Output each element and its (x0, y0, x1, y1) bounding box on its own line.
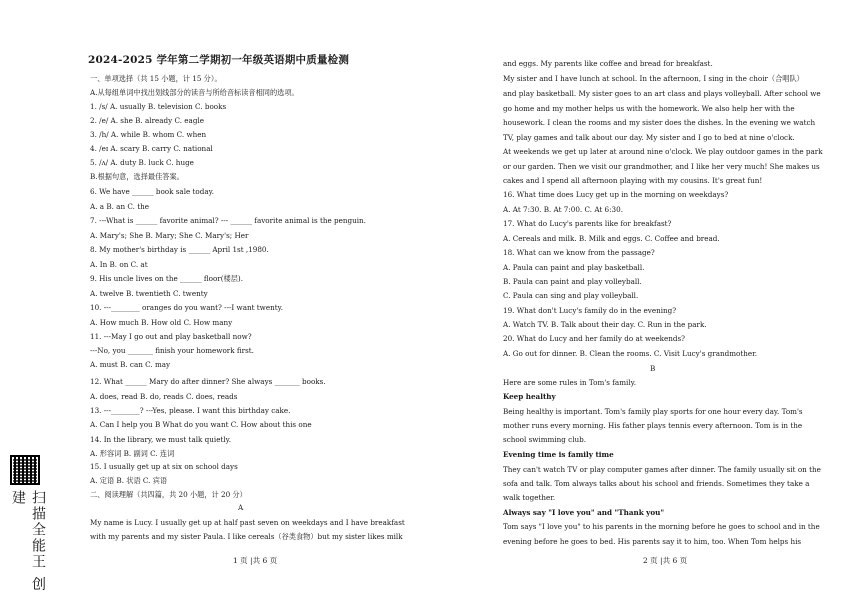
page1-line: 8. My mother's birthday is ______ April 1st ,1980. (90, 245, 269, 254)
page1-line: 10. ---________ oranges do you want? ---I want twenty. (90, 303, 283, 312)
page1-line: A. Mary's; She B. Mary; She C. Mary's; Her (90, 231, 249, 240)
page2-line: B. Paula can paint and play volleyball. (503, 277, 642, 286)
page1-line: 二、阅读理解（共四篇，共 20 小题，计 20 分） (90, 490, 247, 499)
page2-line: mother runs every morning. His father plays tennis every afternoon. Tom is in the (503, 421, 803, 430)
page1-line: 7. ---What is ______ favorite animal? --- ______ favorite animal is the penguin. (90, 216, 366, 225)
page1-line: 6. We have ______ book sale today. (90, 187, 215, 196)
page2-line: TV, play games and talk about our day. My sister and I go to bed at nine o'clock. (503, 133, 795, 142)
page-number-1: 1 页 |共 6 页 (233, 556, 278, 565)
page1-line: A. twelve B. twentieth C. twenty (90, 289, 208, 298)
qr-code-icon (10, 455, 40, 485)
page2-line: go home and my mother helps us with the homework. We also help her with the (503, 104, 795, 113)
page2-line: They can't watch TV or play computer games after dinner. The family usually sit on the (503, 465, 821, 474)
exam-title: 2024-2025 学年第二学期初一年级英语期中质量检测 (88, 54, 350, 66)
page1-line: A. Can I help you B What do you want C. How about this one (90, 420, 312, 429)
page2-line: My sister and I have lunch at school. In the afternoon, I sing in the choir（合唱队） (503, 74, 804, 83)
page1-line: 9. His uncle lives on the ______ floor(楼层). (90, 274, 243, 283)
page2-line: B (650, 364, 656, 373)
page1-line: A. In B. on C. at (90, 260, 148, 269)
page1-line: 14. In the library, we must talk quietly. (90, 435, 232, 444)
page1-line: A.从每组单词中找出划线部分的读音与所给音标读音相同的选项。 (90, 88, 299, 97)
page1-line: B.根据句意，选择最佳答案。 (90, 172, 184, 181)
scanner-watermark: 扫描全能王 创建 (10, 490, 46, 593)
page1-line: with my parents and my sister Paula. I like cereals（谷类食物）but my sister likes milk (90, 532, 403, 541)
page2-line: A. Paula can paint and play basketball. (503, 263, 645, 272)
page2-line: A. Cereals and milk. B. Milk and eggs. C. Coffee and bread. (503, 234, 720, 243)
page2-line: 18. What can we know from the passage? (503, 248, 655, 257)
page2-line: Here are some rules in Tom's family. (503, 378, 637, 387)
page1-line: A. does, read B. do, reads C. does, reads (90, 392, 238, 401)
page1-line: 11. ---May I go out and play basketball now? (90, 332, 252, 341)
page1-line: A (238, 503, 244, 512)
page2-line: evening before he goes to bed. His parents say it to him, too. When Tom helps his (503, 537, 802, 546)
page1-line: 15. I usually get up at six on school days (90, 462, 238, 471)
page1-line: 13. ---________? ---Yes, please. I want this birthday cake. (90, 406, 291, 415)
page1-line: 1. /s/ A. usually B. television C. books (90, 102, 227, 111)
page1-line: A. 定语 B. 状语 C. 宾语 (90, 476, 168, 485)
page1-line: A. a B. an C. the (90, 202, 149, 211)
page2-line: At weekends we get up later at around nine o'clock. We play outdoor games in the park (503, 147, 823, 156)
page2-line: 16. What time does Lucy get up in the morning on weekdays? (503, 190, 729, 199)
page1-line: ---No, you _______ finish your homework first. (90, 346, 254, 355)
page1-line: 一、单项选择（共 15 小题，计 15 分）。 (90, 74, 222, 83)
page1-line: 3. /h/ A. while B. whom C. when (90, 130, 207, 139)
page2-line: and eggs. My parents like coffee and bread for breakfast. (503, 59, 713, 68)
page1-line: 5. /ʌ/ A. duty B. luck C. huge (90, 158, 194, 167)
page2-line: housework. I clean the rooms and my sister does the dishes. In the evening we watch (503, 118, 816, 127)
page2-line: 17. What do Lucy's parents like for breakfast? (503, 219, 672, 228)
page1-line: A. 形容词 B. 副词 C. 连词 (90, 449, 175, 458)
page2-line: A. Watch TV. B. Talk about their day. C. Run in the park. (503, 320, 707, 329)
page1-line: A. How much B. How old C. How many (90, 318, 233, 327)
page2-line: Evening time is family time (503, 450, 614, 459)
page1-line: 12. What ______ Mary do after dinner? She always _______ books. (90, 377, 326, 386)
page2-line: cakes and I spend all afternoon playing with my cousins. It's great fun! (503, 176, 763, 185)
page1-line: 2. /e/ A. she B. already C. eagle (90, 116, 204, 125)
page-number-2: 2 页 |共 6 页 (643, 556, 688, 565)
page2-line: Keep healthy (503, 392, 556, 401)
page1-line: 4. /eɪ A. scary B. carry C. national (90, 144, 213, 153)
page2-line: Tom says "I love you" to his parents in the morning before he goes to school and in the (503, 522, 820, 531)
page2-line: A. At 7:30. B. At 7:00. C. At 6:30. (503, 205, 623, 214)
page2-line: 19. What don't Lucy's family do in the evening? (503, 306, 677, 315)
page1-line: My name is Lucy. I usually get up at half past seven on weekdays and I have breakfast (90, 518, 405, 527)
page2-line: and play basketball. My sister goes to an art class and plays volleyball. After school we (503, 89, 821, 98)
page2-line: or our garden. Then we visit our grandmother, and I like her very much! She makes us (503, 162, 820, 171)
page1-line: A. must B. can C. may (90, 360, 171, 369)
page2-line: 20. What do Lucy and her family do at weekends? (503, 334, 685, 343)
page2-line: sofa and talk. Tom always talks about his school and friends. Sometimes they take a (503, 479, 810, 488)
page2-line: A. Go out for dinner. B. Clean the rooms. C. Visit Lucy's grandmother. (503, 349, 758, 358)
page2-line: walk together. (503, 493, 556, 502)
page2-line: school swimming club. (503, 435, 587, 444)
page2-line: C. Paula can sing and play volleyball. (503, 291, 639, 300)
page2-line: Being healthy is important. Tom's family play sports for one hour every day. Tom's (503, 407, 803, 416)
page2-line: Always say "I love you" and "Thank you" (503, 508, 665, 517)
